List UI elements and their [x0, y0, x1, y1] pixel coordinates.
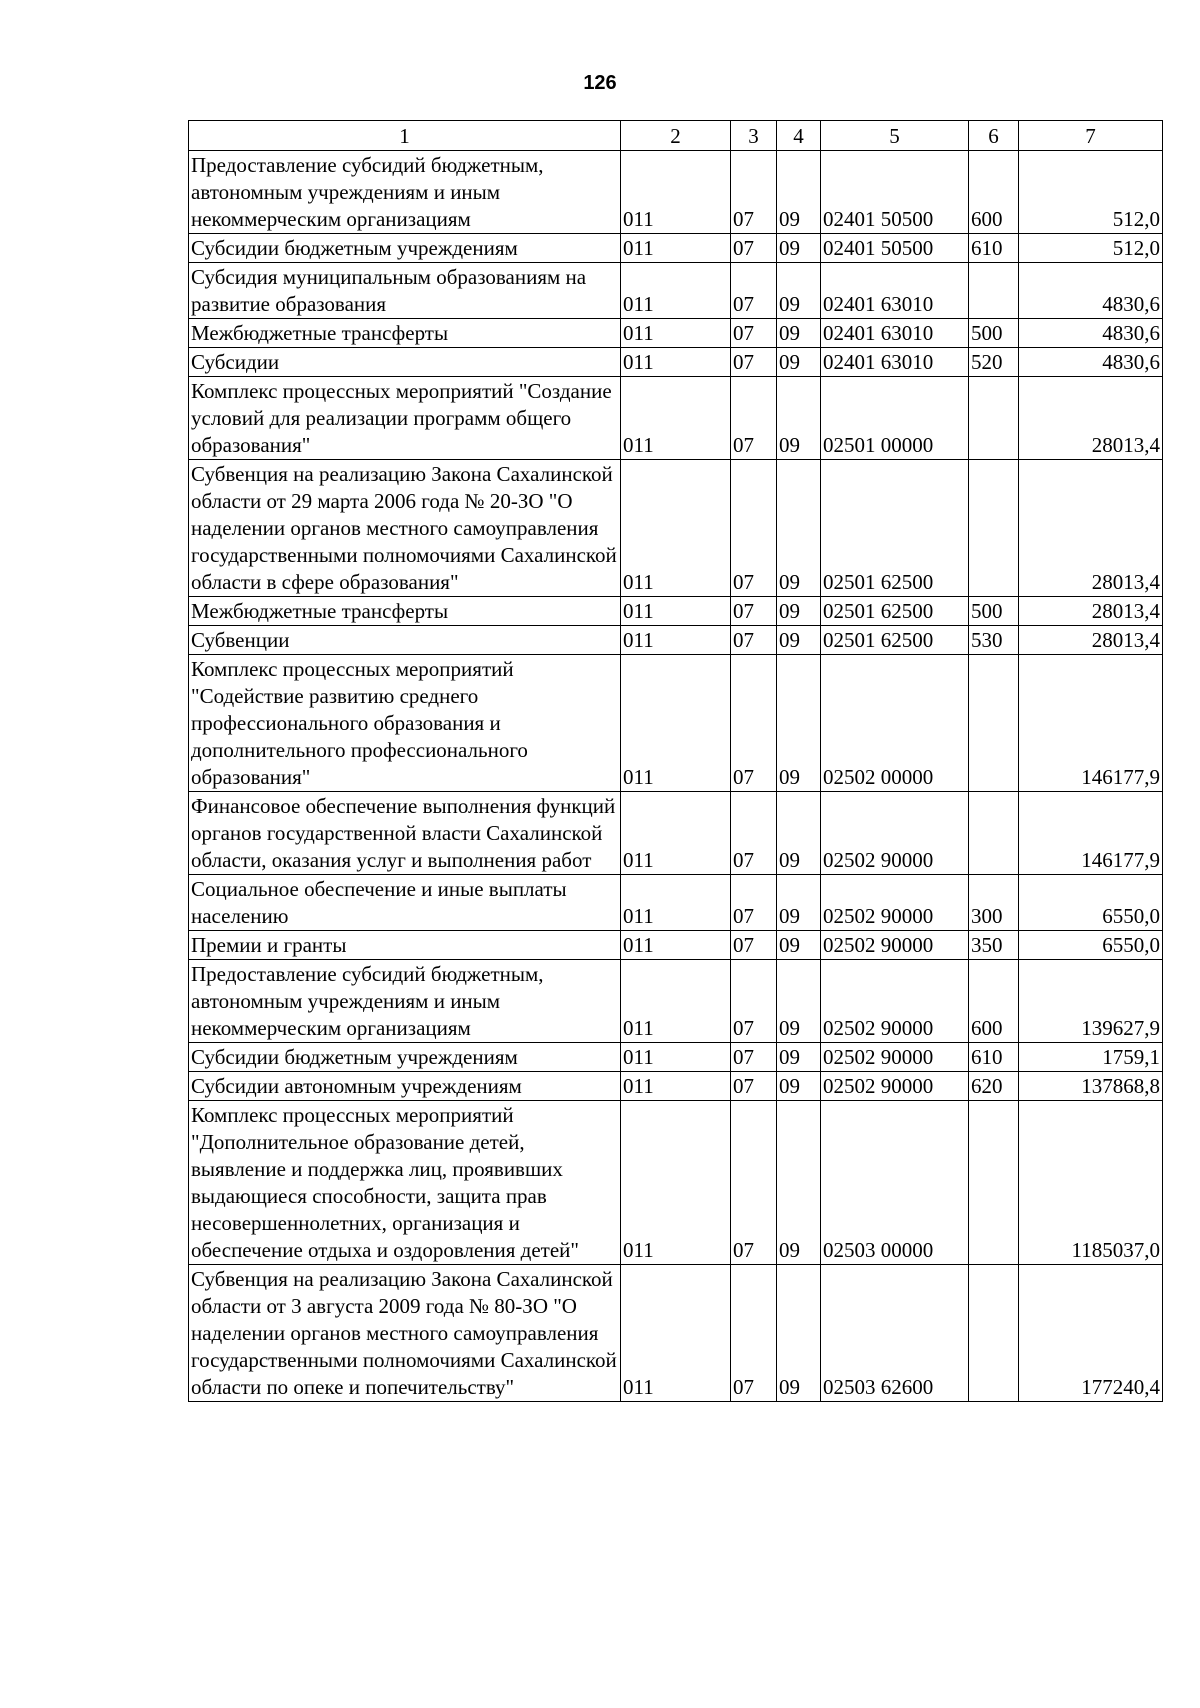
row-admin-code-cell: 011 — [621, 792, 731, 875]
row-target-article-cell: 02401 63010 — [821, 319, 969, 348]
budget-table — [188, 120, 1163, 1402]
row-subsection-cell: 09 — [777, 151, 821, 234]
table-row — [189, 875, 1163, 931]
header-cell: 1 — [189, 121, 621, 151]
row-target-article-cell: 02502 90000 — [821, 1043, 969, 1072]
row-amount-cell: 28013,4 — [1019, 626, 1163, 655]
row-amount-cell: 177240,4 — [1019, 1265, 1163, 1402]
row-admin-code-cell: 011 — [621, 597, 731, 626]
row-expense-type-cell — [969, 460, 1019, 597]
row-amount-cell: 6550,0 — [1019, 875, 1163, 931]
row-target-article-cell: 02503 00000 — [821, 1101, 969, 1265]
row-name-cell: Социальное обеспечение и иные выплаты населению — [189, 875, 621, 931]
table-row — [189, 960, 1163, 1043]
row-amount-cell: 28013,4 — [1019, 377, 1163, 460]
row-section-cell: 07 — [731, 319, 777, 348]
row-section-cell: 07 — [731, 1043, 777, 1072]
row-subsection-cell: 09 — [777, 875, 821, 931]
row-section-cell: 07 — [731, 792, 777, 875]
row-expense-type-cell: 500 — [969, 597, 1019, 626]
row-expense-type-cell: 530 — [969, 626, 1019, 655]
row-target-article-cell: 02502 90000 — [821, 1072, 969, 1101]
row-subsection-cell: 09 — [777, 460, 821, 597]
row-subsection-cell: 09 — [777, 1101, 821, 1265]
row-section-cell: 07 — [731, 348, 777, 377]
row-amount-cell: 6550,0 — [1019, 931, 1163, 960]
table-row — [189, 1043, 1163, 1072]
row-name-cell: Субвенция на реализацию Закона Сахалинской области от 29 марта 2006 года № 20-ЗО "О наделении органов местного самоуправления государственными полномочиями Сахалинской области в сфере образования" — [189, 460, 621, 597]
row-name-cell: Межбюджетные трансферты — [189, 319, 621, 348]
row-name-cell: Субсидии бюджетным учреждениям — [189, 234, 621, 263]
row-amount-cell: 28013,4 — [1019, 460, 1163, 597]
table-row — [189, 234, 1163, 263]
row-admin-code-cell: 011 — [621, 960, 731, 1043]
row-name-cell: Комплекс процессных мероприятий "Содействие развитию среднего профессионального образования и дополнительного профессионального образования" — [189, 655, 621, 792]
row-amount-cell: 1185037,0 — [1019, 1101, 1163, 1265]
row-target-article-cell: 02501 00000 — [821, 377, 969, 460]
table-row — [189, 792, 1163, 875]
row-target-article-cell: 02401 63010 — [821, 348, 969, 377]
row-name-cell: Предоставление субсидий бюджетным, автономным учреждениям и иным некоммерческим организациям — [189, 151, 621, 234]
table-row — [189, 460, 1163, 597]
row-target-article-cell: 02501 62500 — [821, 597, 969, 626]
row-subsection-cell: 09 — [777, 931, 821, 960]
row-subsection-cell: 09 — [777, 377, 821, 460]
row-target-article-cell: 02401 63010 — [821, 263, 969, 319]
table-row — [189, 319, 1163, 348]
row-subsection-cell: 09 — [777, 234, 821, 263]
row-section-cell: 07 — [731, 597, 777, 626]
row-section-cell: 07 — [731, 655, 777, 792]
page-number: 126 — [583, 72, 617, 94]
row-amount-cell: 139627,9 — [1019, 960, 1163, 1043]
row-expense-type-cell: 610 — [969, 234, 1019, 263]
row-amount-cell: 1759,1 — [1019, 1043, 1163, 1072]
row-admin-code-cell: 011 — [621, 460, 731, 597]
row-subsection-cell: 09 — [777, 597, 821, 626]
row-admin-code-cell: 011 — [621, 875, 731, 931]
row-target-article-cell: 02502 90000 — [821, 931, 969, 960]
table-row — [189, 597, 1163, 626]
row-admin-code-cell: 011 — [621, 319, 731, 348]
row-admin-code-cell: 011 — [621, 1265, 731, 1402]
row-expense-type-cell: 520 — [969, 348, 1019, 377]
row-section-cell: 07 — [731, 151, 777, 234]
row-expense-type-cell — [969, 1101, 1019, 1265]
row-target-article-cell: 02503 62600 — [821, 1265, 969, 1402]
row-target-article-cell: 02502 90000 — [821, 960, 969, 1043]
row-name-cell: Субсидии автономным учреждениям — [189, 1072, 621, 1101]
row-amount-cell: 4830,6 — [1019, 348, 1163, 377]
row-expense-type-cell: 500 — [969, 319, 1019, 348]
row-name-cell: Субвенции — [189, 626, 621, 655]
row-amount-cell: 137868,8 — [1019, 1072, 1163, 1101]
header-cell: 4 — [777, 121, 821, 151]
row-subsection-cell: 09 — [777, 348, 821, 377]
table-row — [189, 151, 1163, 234]
row-name-cell: Субсидии бюджетным учреждениям — [189, 1043, 621, 1072]
row-admin-code-cell: 011 — [621, 263, 731, 319]
row-section-cell: 07 — [731, 1101, 777, 1265]
row-name-cell: Премии и гранты — [189, 931, 621, 960]
row-name-cell: Субсидии — [189, 348, 621, 377]
row-admin-code-cell: 011 — [621, 234, 731, 263]
row-expense-type-cell: 620 — [969, 1072, 1019, 1101]
table-row — [189, 931, 1163, 960]
row-admin-code-cell: 011 — [621, 931, 731, 960]
row-expense-type-cell — [969, 1265, 1019, 1402]
row-amount-cell: 4830,6 — [1019, 263, 1163, 319]
row-expense-type-cell — [969, 655, 1019, 792]
header-cell: 7 — [1019, 121, 1163, 151]
row-section-cell: 07 — [731, 263, 777, 319]
header-cell: 2 — [621, 121, 731, 151]
row-expense-type-cell — [969, 792, 1019, 875]
row-expense-type-cell: 600 — [969, 960, 1019, 1043]
row-name-cell: Субвенция на реализацию Закона Сахалинской области от 3 августа 2009 года № 80-ЗО "О наделении органов местного самоуправления государственными полномочиями Сахалинской области по опеке и попечительству" — [189, 1265, 621, 1402]
row-amount-cell: 512,0 — [1019, 151, 1163, 234]
row-section-cell: 07 — [731, 960, 777, 1043]
row-subsection-cell: 09 — [777, 792, 821, 875]
row-admin-code-cell: 011 — [621, 1101, 731, 1265]
row-target-article-cell: 02502 90000 — [821, 875, 969, 931]
row-admin-code-cell: 011 — [621, 348, 731, 377]
row-section-cell: 07 — [731, 875, 777, 931]
row-subsection-cell: 09 — [777, 626, 821, 655]
header-cell: 5 — [821, 121, 969, 151]
header-cell: 3 — [731, 121, 777, 151]
row-subsection-cell: 09 — [777, 263, 821, 319]
table-row — [189, 263, 1163, 319]
row-expense-type-cell: 610 — [969, 1043, 1019, 1072]
row-target-article-cell: 02502 00000 — [821, 655, 969, 792]
row-subsection-cell: 09 — [777, 1265, 821, 1402]
table-row — [189, 1101, 1163, 1265]
row-expense-type-cell: 300 — [969, 875, 1019, 931]
table-row — [189, 377, 1163, 460]
table-row — [189, 1265, 1163, 1402]
row-target-article-cell: 02502 90000 — [821, 792, 969, 875]
table-row — [189, 655, 1163, 792]
table-row — [189, 1072, 1163, 1101]
row-amount-cell: 28013,4 — [1019, 597, 1163, 626]
row-expense-type-cell: 350 — [969, 931, 1019, 960]
row-section-cell: 07 — [731, 377, 777, 460]
row-name-cell: Финансовое обеспечение выполнения функций органов государственной власти Сахалинской области, оказания услуг и выполнения работ — [189, 792, 621, 875]
row-section-cell: 07 — [731, 1072, 777, 1101]
row-expense-type-cell — [969, 263, 1019, 319]
row-section-cell: 07 — [731, 931, 777, 960]
header-cell: 6 — [969, 121, 1019, 151]
row-subsection-cell: 09 — [777, 655, 821, 792]
row-name-cell: Межбюджетные трансферты — [189, 597, 621, 626]
row-section-cell: 07 — [731, 626, 777, 655]
header-row — [189, 121, 1163, 151]
row-amount-cell: 146177,9 — [1019, 655, 1163, 792]
row-amount-cell: 512,0 — [1019, 234, 1163, 263]
row-target-article-cell: 02401 50500 — [821, 151, 969, 234]
row-name-cell: Комплекс процессных мероприятий "Создание условий для реализации программ общего образования" — [189, 377, 621, 460]
row-admin-code-cell: 011 — [621, 1072, 731, 1101]
row-admin-code-cell: 011 — [621, 1043, 731, 1072]
row-subsection-cell: 09 — [777, 319, 821, 348]
row-section-cell: 07 — [731, 1265, 777, 1402]
row-target-article-cell: 02501 62500 — [821, 626, 969, 655]
row-subsection-cell: 09 — [777, 1043, 821, 1072]
row-admin-code-cell: 011 — [621, 377, 731, 460]
row-admin-code-cell: 011 — [621, 655, 731, 792]
row-expense-type-cell — [969, 377, 1019, 460]
row-name-cell: Предоставление субсидий бюджетным, автономным учреждениям и иным некоммерческим организациям — [189, 960, 621, 1043]
row-name-cell: Комплекс процессных мероприятий "Дополнительное образование детей, выявление и поддержка лиц, проявивших выдающиеся способности, защита прав несовершеннолетних, организация и обеспечение отдыха и оздоровления детей" — [189, 1101, 621, 1265]
row-amount-cell: 4830,6 — [1019, 319, 1163, 348]
row-admin-code-cell: 011 — [621, 151, 731, 234]
row-section-cell: 07 — [731, 234, 777, 263]
row-section-cell: 07 — [731, 460, 777, 597]
row-expense-type-cell: 600 — [969, 151, 1019, 234]
table-row — [189, 348, 1163, 377]
row-amount-cell: 146177,9 — [1019, 792, 1163, 875]
row-admin-code-cell: 011 — [621, 626, 731, 655]
row-subsection-cell: 09 — [777, 1072, 821, 1101]
row-target-article-cell: 02401 50500 — [821, 234, 969, 263]
row-subsection-cell: 09 — [777, 960, 821, 1043]
row-target-article-cell: 02501 62500 — [821, 460, 969, 597]
table-row — [189, 626, 1163, 655]
row-name-cell: Субсидия муниципальным образованиям на развитие образования — [189, 263, 621, 319]
